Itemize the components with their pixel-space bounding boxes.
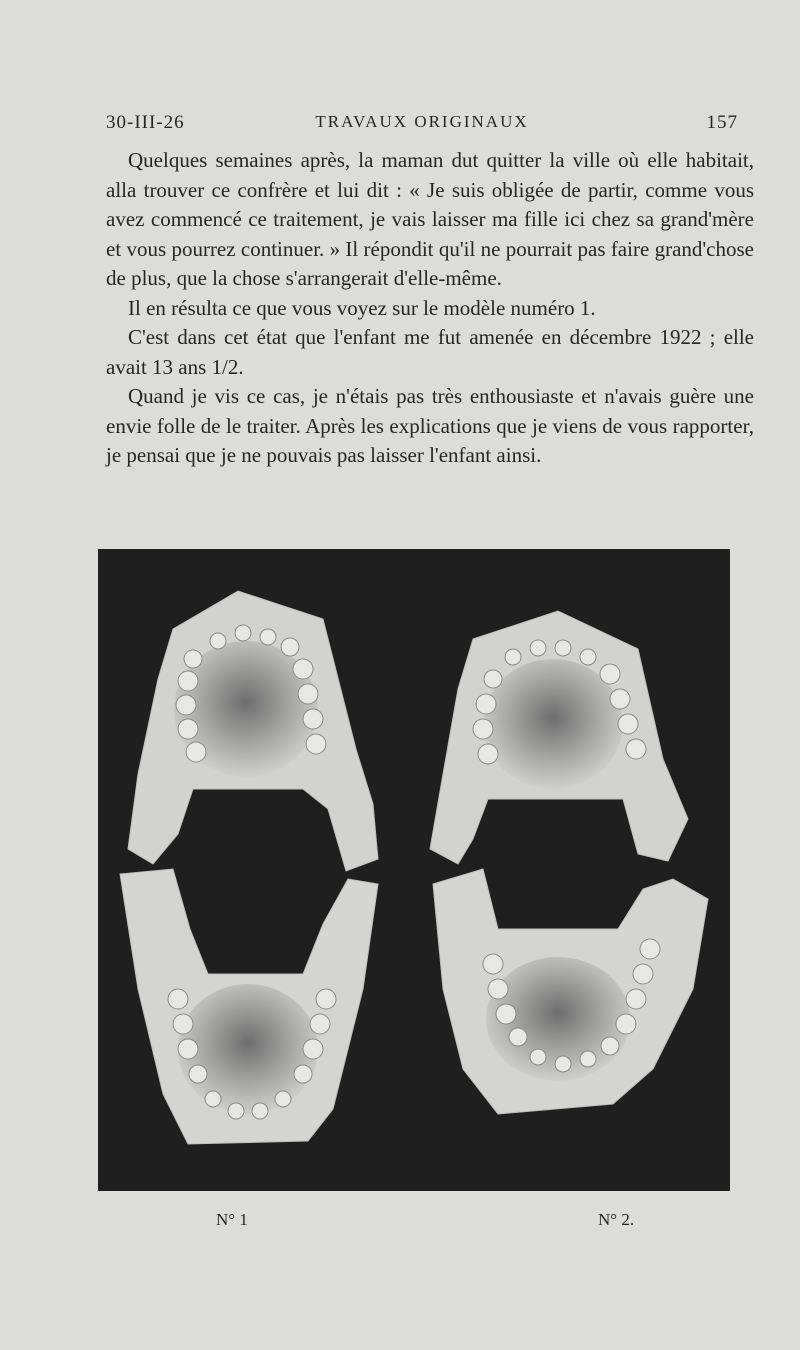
paragraph: Quelques semaines après, la maman dut quitter la ville où elle habitait, alla trouver ce confrère et lui dit : « Je suis obligée de partir, comme vous avez commencé ce traitement, je vais laisser ma fille ici chez sa grand'mère et vous pourrez continuer. » Il répondit qu'il ne pourrait pas faire grand'chose de plus, que la chose s'arrangerait d'elle-même. bbox=[106, 148, 754, 290]
body-text bbox=[106, 146, 754, 471]
dental-models-photograph bbox=[98, 549, 730, 1191]
header-date: 30-III-26 bbox=[106, 112, 185, 133]
figure-caption-2: N° 2. bbox=[598, 1210, 635, 1229]
paragraph: C'est dans cet état que l'enfant me fut amenée en décembre 1922 ; elle avait 13 ans 1/2. bbox=[106, 325, 754, 379]
page-number: 157 bbox=[706, 112, 738, 133]
figure-caption-1: N° 1 bbox=[216, 1210, 248, 1229]
running-head bbox=[106, 112, 738, 138]
model-2-upper-cast bbox=[430, 611, 688, 864]
header-title: TRAVAUX ORIGINAUX bbox=[315, 112, 529, 131]
model-2-lower-cast bbox=[433, 869, 708, 1114]
model-1-upper-cast bbox=[128, 591, 378, 871]
model-1-lower-cast bbox=[120, 869, 378, 1144]
dental-models-illustration bbox=[98, 549, 730, 1191]
paragraph: Quand je vis ce cas, je n'étais pas très enthousiaste et n'avais guère une envie folle de le traiter. Après les explications que je viens de vous rapporter, je pensai que je ne pouvais pas laisser l'enfant ainsi. bbox=[106, 384, 754, 467]
paragraph: Il en résulta ce que vous voyez sur le modèle numéro 1. bbox=[128, 295, 596, 320]
